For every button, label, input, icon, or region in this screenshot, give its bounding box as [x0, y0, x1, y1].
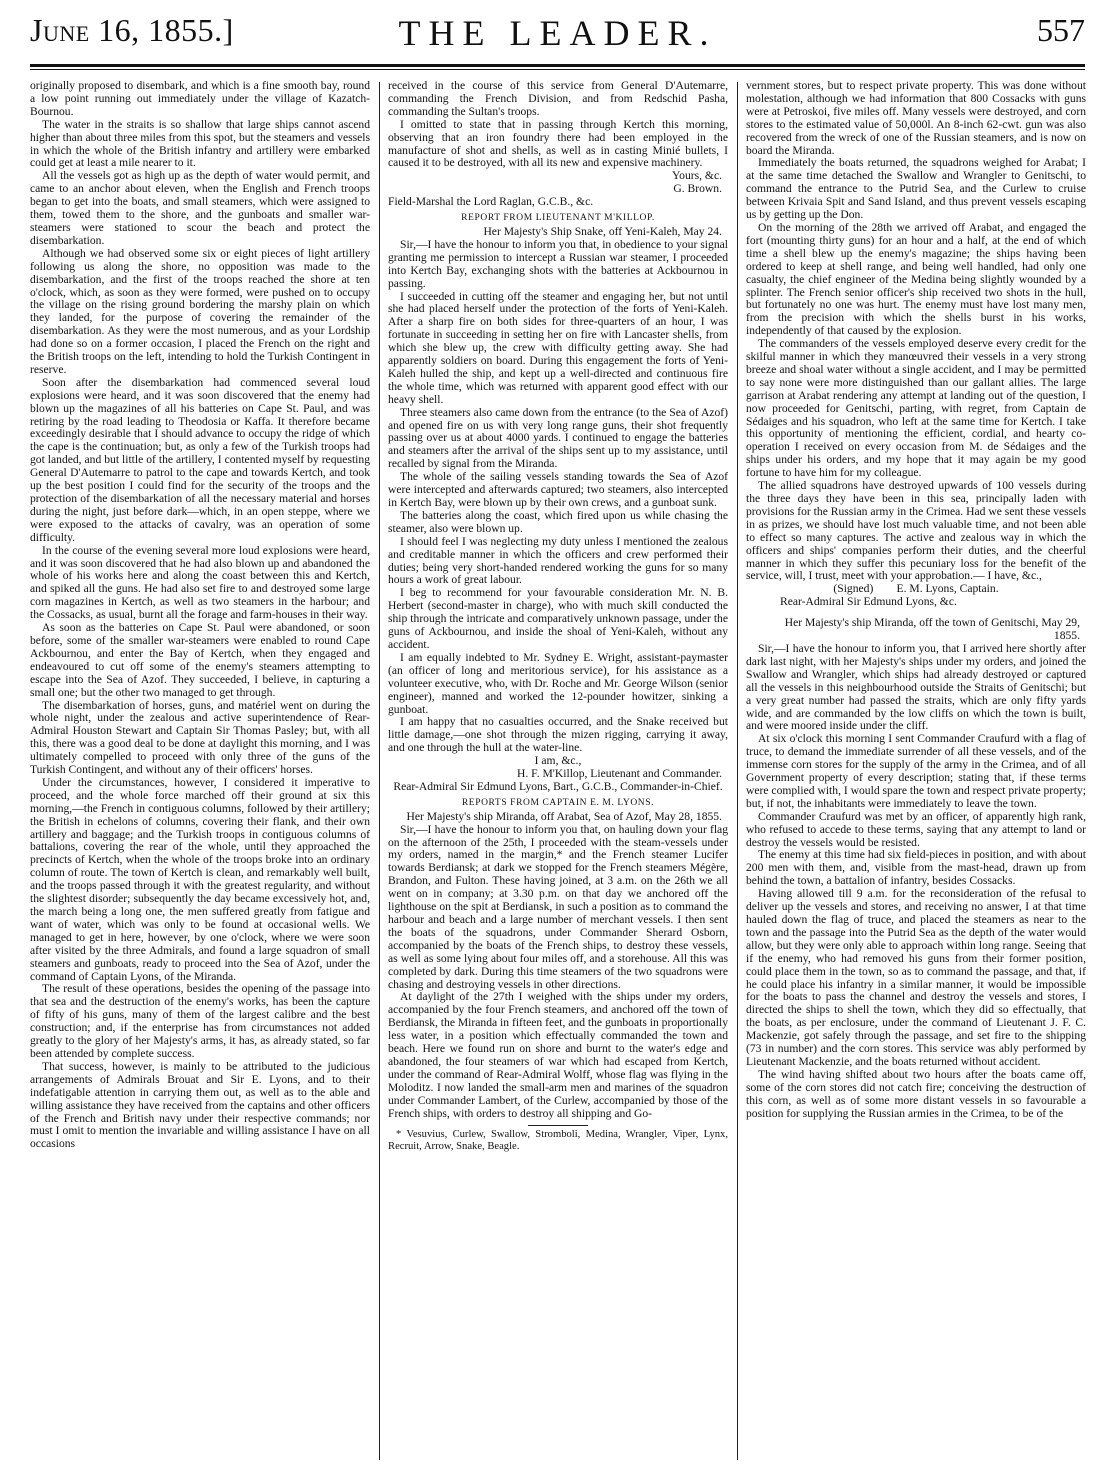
paragraph: The allied squadrons have destroyed upwards of 100 vessels during the three days they have been in this sea, principally laden with provisions for the Russian army in the Crimea. Had we sent these vessels in as prizes, we should have lost much valuable time, and not been able to effect so many captures. The active and zealous way in which the officers and ships' companies perform their duties, and the cheerful manner in which they suffer this pecuniary loss for the benefit of the service, will, I trust, meet with your approbation.— I have, &c., — [746, 479, 1086, 583]
signature: G. Brown. — [673, 182, 722, 196]
paragraph: I should feel I was neglecting my duty unless I mentioned the zealous and creditable manner in which the officers and crew performed their duties; being very short-handed rendered working the guns for so many hours a work of great labour. — [388, 534, 728, 587]
paragraph: The whole of the sailing vessels standing towards the Sea of Azof were intercepted and afterwards captured; two steamers, also intercepted in Kertch Bay, were blown up by their own crews, and a gunboat sunk. — [388, 470, 728, 509]
masthead — [30, 8, 1085, 72]
paragraph: The water in the straits is so shallow that large ships cannot ascend higher than about three miles from this spot, but the steamers and vessels in which the whole of the British infantry and artillery were embarked could get at least a mile nearer to it. — [30, 117, 370, 170]
paragraph: Three steamers also came down from the entrance (to the Sea of Azof) and opened fire on us with very long range guns, their shot frequently passing over us at about 4000 yards. I continued to engage the batteries and steamers after the arrival of the ships sent up to my assistance, until recalled by signal from the Miranda. — [388, 405, 728, 471]
column-divider-1 — [379, 82, 380, 1460]
dateline: Her Majesty's Ship Snake, off Yeni-Kaleh, May 24. — [483, 224, 722, 238]
paragraph: Sir,—I have the honour to inform you that, on hauling down your flag on the afternoon of the 25th, I proceeded with the steam-vessels under my orders, named in the margin,* and the French steamer Lucifer towards Berdiansk; at dark we stopped for the French steamers Mégère, Brandon, and Fulton. These having joined, at 3 a.m. on the 26th we all went on in company; at 3.30 p.m. on that day we anchored off the lighthouse on the spit at Berdiansk, in such a position as to command the harbour and beach and a large number of merchant vessels. I then sent the boats of the squadrons, under Commander Sherard Osborn, accompanied by the boats of the French ships, to destroy these vessels, as well as some lying about four miles off, and a storehouse. All this was completed by dark. During this time steamers of the two squadrons were chasing and destroying vessels in other directions. — [388, 822, 728, 991]
paragraph: Soon after the disembarkation had commenced several loud explosions were heard, and it was soon discovered that the enemy had blown up the magazines of all his batteries on Cape St. Paul, and was retiring by the road leading to Theodosia or Kaffa. It therefore became exceedingly desirable that I should advance to occupy the ridge of which the cape is the continuation; but, as only a few of the Turkish troops had got landed, and but little of the artillery, I contented myself by requesting General D'Autemarre to patrol to the cape and towards Kertch, and took up the best position I could find for the security of the troops and the protection of the disembarkation of all the necessary material and horses during the night, just before dark—which, in an open steppe, where we were exposed to the attacks of cavalry, was an operation of some difficulty. — [30, 375, 370, 544]
signature: (Signed) E. M. Lyons, Captain. — [833, 582, 999, 596]
paragraph: received in the course of this service from General D'Autemarre, commanding the French Division, and from Redschid Pasha, commanding the Sultan's troops. — [388, 80, 728, 118]
newspaper-title: THE LEADER. — [398, 13, 717, 53]
closing: I am, &c., — [534, 754, 582, 768]
paragraph: Although we had observed some six or eight pieces of light artillery following us along the shore, no opposition was made to the disembarkation, and the first of the troops reached the shore at ten o'clock, which, as soon as they were formed, were pushed on to occupy the village on the rising ground bordering the marshy plain on which they landed, for the purpose of covering the remainder of the disembarkation. As they were the most numerous, and as your Lordship had done so on a former occasion, I placed the French on the right and the British troops on the left, intending to hold the Turkish Contingent in reserve. — [30, 246, 370, 376]
signature: H. F. M'Killop, Lieutenant and Commander. — [517, 767, 722, 781]
addressee: Rear-Admiral Sir Edmund Lyons, Bart., G.C.B., Commander-in-Chief. — [393, 779, 723, 793]
column-1 — [30, 80, 370, 1460]
paragraph: Sir,—I have the honour to inform you, that I arrived here shortly after dark last night, with her Majesty's ships under my orders, and joined the Swallow and Wrangler, which ships had already destroyed or captured all the vessels in this neighbourhood outside the Straits of Genitschi; but a very great number had passed the straits, which are only fifty yards wide, and are commanded by the low cliffs on which the town is built, and were moored inside under the cliff. — [746, 641, 1086, 733]
column-divider-2 — [737, 82, 738, 1460]
paragraph: That success, however, is mainly to be attributed to the judicious arrangements of Admirals Brouat and Sir E. Lyons, and to their indefatigable attention in carrying them out, as well as to the able and willing assistance they have received from the captains and other officers of the French and British navy under their respective commands; nor must I omit to mention the invariable and willing assistance I have on all occasions — [30, 1059, 370, 1151]
section-heading: REPORTS FROM CAPTAIN E. M. LYONS. — [461, 797, 655, 808]
paragraph: The disembarkation of horses, guns, and matériel went on during the whole night, under the zealous and active superintendence of Rear-Admiral Houston Stewart and Captain Sir Thomas Pasley; but, with all this, there was a good deal to be done at daylight this morning, and I was ultimately compelled to proceed with only three of the guns of the Turkish Contingent, and without any of their officers' horses. — [30, 698, 370, 777]
page-number: 557 — [1037, 12, 1085, 48]
paragraph: In the course of the evening several more loud explosions were heard, and it was soon discovered that he had also blown up and abandoned the whole of his works here and along the coast between this and Kertch, and spiked all the guns. He had also set fire to and destroyed some large corn magazines in Kertch, as well as two steamers in the harbour; and the Cossacks, as usual, burnt all the forage and farm-houses in their way. — [30, 543, 370, 622]
paragraph: Under the circumstances, however, I considered it imperative to proceed, and the whole force marched off their ground at six this morning,—the French in contiguous columns, followed by their artillery; the British in echelons of columns, covering their flank, and their own artillery and baggage; and the Turkish troops in contiguous columns of battalions, covering the rear of the whole, until they approached the precincts of Kertch, when the whole of the troops broke into an ordinary column of route. The town of Kertch is clean, and remarkably well built, and the troops passed through it with the greatest regularity, and without the slightest disorder; subsequently the day became excessively hot, and, the march being a long one, the men suffered greatly from fatigue and want of water, which was only to be found at occasional wells. We managed to get in here, however, by one o'clock, where we were soon after visited by the three Admirals, and found a large squadron of small steamers and gunboats, ready to proceed into the Sea of Azof, under the command of Captain Lyons, of the Miranda. — [30, 775, 370, 983]
masthead-rule-thin — [30, 69, 1085, 70]
issue-date: June 16, 1855.] — [30, 12, 234, 48]
addressee: Field-Marshal the Lord Raglan, G.C.B., &c. — [388, 195, 594, 209]
paragraph: originally proposed to disembark, and which is a fine smooth bay, round a low point running out immediately under the village of Kazatch-Bournou. — [30, 80, 370, 118]
footnote: * Vesuvius, Curlew, Swallow, Stromboli, Medina, Wrangler, Viper, Lynx, Recruit, Arrow, Snake, Beagle. — [388, 1128, 728, 1152]
paragraph: Having allowed till 9 a.m. for the reconsideration of the refusal to deliver up the vessels and stores, and receiving no answer, I at that time hauled down the flag of truce, and placed the steamers as near to the town and the passage into the Putrid Sea as the depth of the water would allow, but they were only able to approach within long range. Seeing that if the enemy, who had removed his guns from their former position, could place them in the town, so as to command the passage, and that, if he could place his infantry in a similar manner, it would be impossible for the boats to pass the channel and destroy the vessels and stores, I directed the ships to shell the town, which they did so effectually, that the boats, as per enclosure, under the command of Lieutenant J. F. C. Mackenzie, got safely through the passage, and set fire to the shipping (73 in number) and the corn stores. This service was ably performed by Lieutenant Mackenzie, and the boats returned without accident. — [746, 887, 1086, 1068]
footnote-rule — [528, 1125, 588, 1126]
paragraph: vernment stores, but to respect private property. This was done without molestation, although we had information that 800 Cossacks with guns were at Petroskoi, five miles off. Many vessels were destroyed, and corn stores to the estimated value of 50,000l. An 8-inch 62-cwt. gun was also recovered from the wreck of one of the Russian steamers, and is now on board the Miranda. — [746, 80, 1086, 157]
dateline: Her Majesty's ship Miranda, off Arabat, Sea of Azof, May 28, 1855. — [406, 809, 722, 823]
paragraph: I beg to recommend for your favourable consideration Mr. N. B. Herbert (second-master in charge), who with much skill conducted the ship through the intricate and comparatively unknown passage, under the guns of Ackbournou, and inside the shoal of Yeni-Kaleh, without any accident. — [388, 586, 728, 651]
section-heading: REPORT FROM LIEUTENANT M'KILLOP. — [461, 213, 655, 224]
paragraph: Commander Craufurd was met by an officer, of apparently high rank, who refused to accede to these terms, saying that any attempt to land or destroy the vessels would be resisted. — [746, 809, 1086, 849]
masthead-rule — [30, 64, 1085, 67]
paragraph: At six o'clock this morning I sent Commander Craufurd with a flag of truce, to demand the immediate surrender of all these vessels, and of the immense corn stores for the supply of the army in the Crimea, and of all Government property of every description; stating that, if these terms were complied with, I would spare the town and respect private property; but, if not, the inhabitants were immediately to leave the town. — [746, 732, 1086, 810]
paragraph: The commanders of the vessels employed deserve every credit for the skilful manner in which they manœuvred their vessels in a very strong breeze and shoal water without a single accident, and I may be permitted to say none were more distinguished than our gallant allies. The large garrison at Arabat rendering any attempt at landing out of the question, I now proceeded for Genitschi, parting, with regret, from Captain de Sédaiges and his squadron, who left at the same time for Kertch. I take this opportunity of mentioning the efficient, cordial, and hearty co-operation I received on every occasion from M. de Sédaiges and the ships under his orders, and my hope that it may again be my good fortune to have him for my colleague. — [746, 337, 1086, 480]
column-3 — [746, 80, 1086, 1460]
dateline: Her Majesty's ship Miranda, off the town of Genitschi, May 29, 1855. — [784, 616, 1080, 643]
paragraph: I am happy that no casualties occurred, and the Snake received but little damage,—one shot through the mizen rigging, carrying it away, and one through the hull at the water-line. — [388, 715, 728, 755]
addressee: Rear-Admiral Sir Edmund Lyons, &c. — [780, 595, 957, 609]
paragraph: The result of these operations, besides the opening of the passage into that sea and the destruction of the enemy's works, has been the capture of fifty of his guns, many of them of the largest calibre and the best construction; and, if the enterprise has from circumstances not added greatly to the glory of her Majesty's arms, it has, as already stated, so far been attended by complete success. — [30, 982, 370, 1060]
paragraph: Sir,—I have the honour to inform you that, in obedience to your signal granting me permission to intercept a Russian war steamer, I proceeded into Kertch Bay, exchanging shots with the batteries at Ackbournou in passing. — [388, 237, 728, 290]
paragraph: On the morning of the 28th we arrived off Arabat, and engaged the fort (mounting thirty guns) for an hour and a half, at the end of which time a shell blew up the enemy's magazine; the ships having been ordered to keep at shell range, and being well handled, had only one casualty, the chief engineer of the Medina being slightly wounded by a splinter. The French senior officer's ship received two shots in the hull, but fortunately no one was hurt. The enemy must have lost many men, from the precision with which the shells burst in his works, independently of that caused by the explosion. — [746, 220, 1086, 338]
paragraph: Immediately the boats returned, the squadrons weighed for Arabat; I at the same time detached the Swallow and Wrangler to Genitschi, to command the entrance to the Putrid Sea, and the Curlew to cruise between Krivaia Spit and Sand Island, and thus prevent vessels escaping us by getting up the Don. — [746, 156, 1086, 222]
paragraph: As soon as the batteries on Cape St. Paul were abandoned, or soon before, some of the smaller war-steamers were enabled to round Cape Ackbournou, and enter the Bay of Kertch, when they engaged and endeavoured to cut off some of the enemy's steamers attempting to escape into the Sea of Azof. They succeeded, I believe, in capturing a small one; but the other two managed to get through. — [30, 621, 370, 699]
paragraph: The enemy at this time had six field-pieces in position, and with about 200 men with them, and, visible from the mast-head, drawn up from behind the town, a battalion of infantry, besides Cossacks. — [746, 848, 1086, 888]
paragraph: The batteries along the coast, which fired upon us while chasing the steamer, also were blown up. — [388, 508, 728, 535]
paragraph: I succeeded in cutting off the steamer and engaging her, but not until she had placed herself under the protection of the forts of Yeni-Kaleh. After a sharp fire on both sides for three-quarters of an hour, I was fortunate in succeeding in setting her on fire with Lancaster shells, from which she blew up, the crew with difficulty getting away. She had apparently soldiers on board. During this engagement the forts of Yeni-Kaleh hulled the ship, and kept up a well-directed and continuous fire the whole time, which was returned with apparent good effect with our heavy shell. — [388, 289, 728, 406]
paragraph: At daylight of the 27th I weighed with the ships under my orders, accompanied by the four French steamers, and anchored off the town of Berdiansk, the Miranda in fifteen feet, and the gunboats in proportionally less water, in a position which effectually commanded the town and beach. Here we found run on shore and burnt to the water's edge and abandoned, the four steamers of war which had escaped from Kertch, under the command of Rear-Admiral Wolff, whose flag was flying in the Moloditz. I now landed the small-arm men and marines of the squadron under Commander Lambert, of the Curlew, accompanied by those of the French ships, with orders to destroy all shipping and Go- — [388, 990, 728, 1120]
paragraph: The wind having shifted about two hours after the boats came off, some of the corn stores did not catch fire; conceiving the destruction of this corn, as well as of some more distant vessels in so favourable a position for supplying the Russian armies in the Crimea, to be of the — [746, 1067, 1086, 1120]
column-2 — [388, 80, 728, 1460]
paragraph: All the vessels got as high up as the depth of water would permit, and came to an anchor about eleven, when the English and French troops began to get into the boats, and small steamers, which were assigned to them, towed them to the shore, and the gunboats and smaller war-steamers were stationed to scour the beach and protect the disembarkation. — [30, 169, 370, 247]
paragraph: I omitted to state that in passing through Kertch this morning, observing that an iron foundry there had been employed in the manufacture of shot and shells, as well as in casting Minié bullets, I caused it to be destroyed, with all its new and expensive machinery. — [388, 117, 728, 170]
closing: Yours, &c. — [671, 169, 722, 183]
paragraph: I am equally indebted to Mr. Sydney E. Wright, assistant-paymaster (an officer of long and meritorious service), for his assistance as a volunteer executive, who, with Dr. Roche and Mr. George Wilson (senior engineer), manned and worked the 12-pounder howitzer, sinking a gunboat. — [388, 650, 728, 716]
